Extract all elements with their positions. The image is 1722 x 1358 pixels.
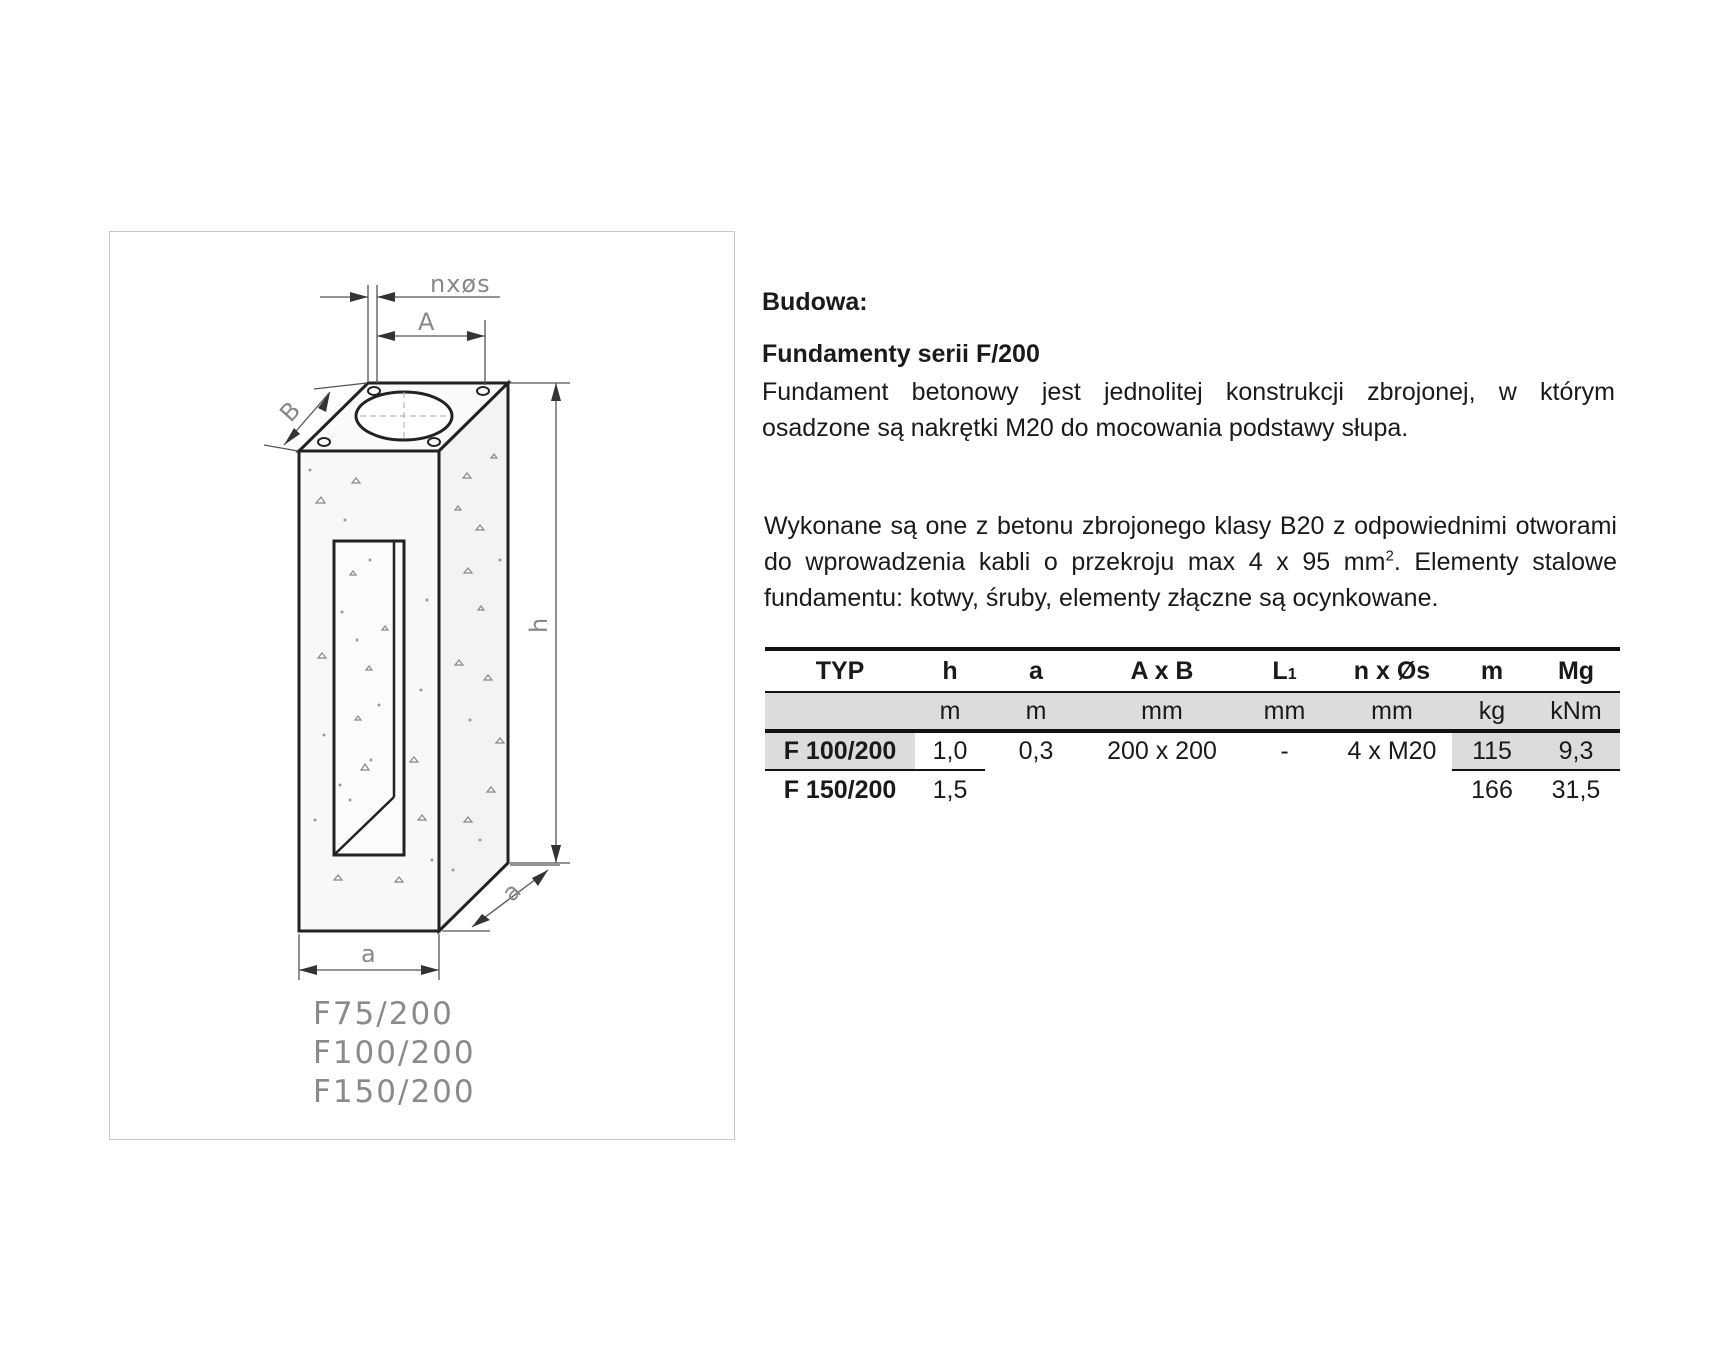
header-h: h bbox=[915, 649, 985, 692]
header-l1: L1 bbox=[1237, 649, 1332, 692]
bolt-hole bbox=[318, 438, 330, 446]
type-label: F150/200 bbox=[313, 1074, 476, 1110]
bolt-hole bbox=[368, 387, 380, 395]
series-title: Fundamenty serii F/200 bbox=[762, 340, 1040, 368]
table-header-row bbox=[765, 649, 1620, 692]
header-m: m bbox=[1452, 649, 1532, 692]
unit-axb: mm bbox=[1087, 692, 1237, 731]
description-paragraph-2: Wykonane są one z betonu zbrojonego klasy B20 z odpowiednimi otworami do wprowadzenia kabli o przekroju max 4 x 95 $mm^2$. Elementy stalowe fundamentu: kotwy, śruby, elementy złączne są ocynkowane. bbox=[764, 512, 1617, 612]
cell-h: 1,0 bbox=[915, 731, 985, 770]
section-heading: Budowa: bbox=[762, 288, 868, 316]
unit-m: kg bbox=[1452, 692, 1532, 731]
unit-h: m bbox=[915, 692, 985, 731]
cell-typ: F 150/200 bbox=[783, 775, 897, 804]
description-paragraph-1: Fundament betonowy jest jednolitej konstrukcji zbrojonej, w którym osadzone są nakrętki M20 do mocowania podstawy słupa. bbox=[762, 378, 1615, 442]
cell-mg: 9,3 bbox=[1532, 731, 1620, 770]
header-a: a bbox=[985, 649, 1087, 692]
header-mg: Mg bbox=[1532, 649, 1620, 692]
bolt-hole bbox=[477, 387, 489, 395]
dim-a-side-label: a bbox=[496, 876, 528, 908]
cell-l1: - bbox=[1280, 737, 1289, 765]
cell-h: 1,5 bbox=[932, 775, 968, 804]
cell-mg: 31,5 bbox=[1551, 775, 1601, 804]
dim-h-label: h bbox=[525, 616, 553, 633]
cell-typ: F 100/200 bbox=[765, 731, 915, 770]
unit-typ bbox=[765, 692, 915, 731]
unit-mg: kNm bbox=[1532, 692, 1620, 731]
unit-nxs: mm bbox=[1332, 692, 1452, 731]
cell-nxs: 4 x M20 bbox=[1347, 737, 1437, 765]
dim-nxs-label: nxøs bbox=[430, 270, 491, 298]
table-row bbox=[765, 731, 1620, 770]
cell-axb bbox=[1087, 770, 1237, 809]
bolt-hole bbox=[428, 438, 440, 446]
cell-axb: 200 x 200 bbox=[1107, 737, 1217, 765]
spec-table bbox=[765, 647, 1620, 809]
cell-a bbox=[985, 770, 1087, 809]
cell-l1 bbox=[1237, 770, 1332, 809]
header-typ: TYP bbox=[765, 649, 915, 692]
dim-B-label: B bbox=[274, 395, 307, 428]
type-label: F100/200 bbox=[313, 1035, 476, 1071]
dim-a-bottom-label: a bbox=[361, 940, 377, 968]
table-units-row bbox=[765, 692, 1620, 731]
right-face bbox=[439, 383, 508, 931]
cell-m: 166 bbox=[1471, 775, 1513, 804]
dim-A-label: A bbox=[418, 308, 436, 336]
header-nxs: n x Øs bbox=[1332, 649, 1452, 692]
header-axb: A x B bbox=[1087, 649, 1237, 692]
unit-l1: mm bbox=[1237, 692, 1332, 731]
cell-a: 0,3 bbox=[1018, 737, 1054, 765]
type-label: F75/200 bbox=[313, 996, 454, 1032]
unit-a: m bbox=[985, 692, 1087, 731]
cell-nxs bbox=[1332, 770, 1452, 809]
table-row bbox=[765, 770, 1620, 809]
cell-m: 115 bbox=[1452, 731, 1532, 770]
